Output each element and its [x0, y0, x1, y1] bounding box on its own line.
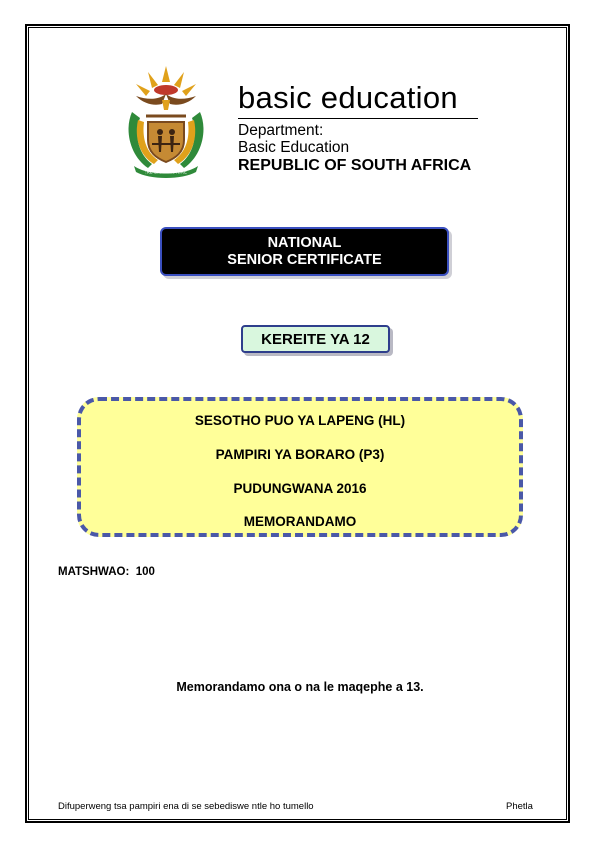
turn-over-label: Phetla — [506, 801, 533, 812]
exam-session: PUDUNGWANA 2016 — [233, 481, 367, 496]
bird-wing-left — [136, 94, 166, 105]
coat-of-arms-icon — [118, 60, 214, 182]
brand-divider — [238, 118, 478, 119]
motto-text: !KE E: /XARRA //KE — [145, 170, 187, 176]
grade-label: KEREITE YA 12 — [241, 325, 390, 353]
department-name: Basic Education — [238, 139, 350, 156]
certificate-line-1: NATIONAL — [267, 234, 342, 251]
total-marks: MATSHWAO: 100 — [58, 566, 155, 578]
protea-icon — [154, 85, 178, 95]
subject-name: SESOTHO PUO YA LAPENG (HL) — [194, 413, 406, 428]
shield-icon — [148, 122, 184, 162]
page-count-note: Memorandamo ona o na le maqephe a 13. — [176, 680, 424, 694]
paper-number: PAMPIRI YA BORARO (P3) — [215, 447, 385, 462]
certificate-line-2: SENIOR CERTIFICATE — [227, 251, 382, 268]
subject-box — [77, 397, 523, 537]
country-name: REPUBLIC OF SOUTH AFRICA — [238, 157, 472, 174]
bird-wing-right — [166, 94, 196, 105]
copyright-notice: Difuperweng tsa pampiri ena di se sebediswe ntle ho tumello — [58, 801, 314, 812]
document-type: MEMORANDAMO — [243, 514, 357, 529]
brand-title: basic education — [238, 80, 458, 115]
department-label: Department: — [238, 122, 324, 139]
certificate-banner — [160, 227, 449, 276]
